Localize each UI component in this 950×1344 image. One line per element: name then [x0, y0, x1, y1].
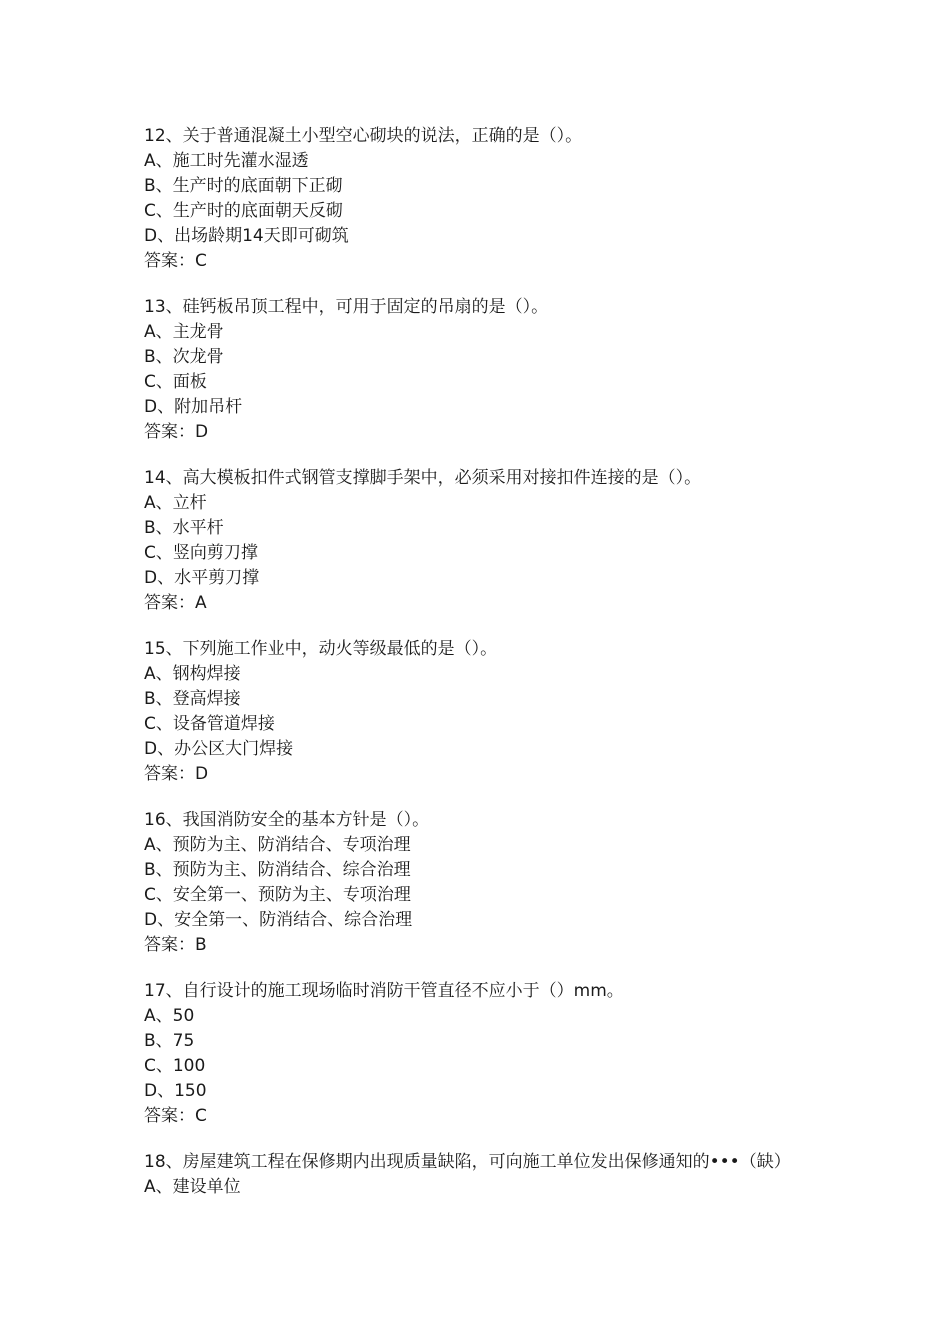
answer-line: 答案：D	[144, 764, 209, 784]
option-a: A、建设单位	[144, 1177, 241, 1197]
answer-line: 答案：C	[144, 1106, 207, 1126]
option-d: D、办公区大门焊接	[144, 739, 294, 759]
answer-line: 答案：D	[144, 422, 209, 442]
option-d: D、150	[144, 1081, 207, 1101]
question-block	[144, 295, 844, 445]
question-block	[144, 637, 844, 787]
question-stem: 15、下列施工作业中，动火等级最低的是（）。	[144, 639, 498, 659]
question-stem: 12、关于普通混凝土小型空心砌块的说法，正确的是（）。	[144, 126, 583, 146]
option-c: C、设备管道焊接	[144, 714, 275, 734]
option-c: C、竖向剪刀撑	[144, 543, 258, 563]
option-b: B、次龙骨	[144, 347, 224, 367]
option-a: A、钢构焊接	[144, 664, 241, 684]
option-d: D、附加吊杆	[144, 397, 243, 417]
question-list	[144, 124, 844, 1221]
option-b: B、生产时的底面朝下正砌	[144, 176, 343, 196]
question-stem: 13、硅钙板吊顶工程中，可用于固定的吊扇的是（）。	[144, 297, 549, 317]
question-stem: 18、房屋建筑工程在保修期内出现质量缺陷，可向施工单位发出保修通知的•••（缺）	[144, 1152, 791, 1172]
option-c: C、100	[144, 1056, 206, 1076]
option-b: B、登高焊接	[144, 689, 241, 709]
question-block	[144, 466, 844, 616]
option-c: C、生产时的底面朝天反砌	[144, 201, 343, 221]
option-a: A、50	[144, 1006, 195, 1026]
option-a: A、预防为主、防消结合、专项治理	[144, 835, 411, 855]
option-a: A、主龙骨	[144, 322, 224, 342]
answer-line: 答案：B	[144, 935, 207, 955]
answer-line: 答案：C	[144, 251, 207, 271]
option-d: D、水平剪刀撑	[144, 568, 260, 588]
question-stem: 17、自行设计的施工现场临时消防干管直径不应小于（）mm。	[144, 981, 624, 1001]
option-c: C、面板	[144, 372, 207, 392]
question-stem: 16、我国消防安全的基本方针是（）。	[144, 810, 430, 830]
option-b: B、水平杆	[144, 518, 224, 538]
question-block	[144, 124, 844, 274]
option-d: D、安全第一、防消结合、综合治理	[144, 910, 413, 930]
question-block	[144, 1150, 844, 1200]
question-block	[144, 808, 844, 958]
answer-line: 答案：A	[144, 593, 207, 613]
option-a: A、施工时先灌水湿透	[144, 151, 309, 171]
option-b: B、预防为主、防消结合、综合治理	[144, 860, 411, 880]
question-block	[144, 979, 844, 1129]
option-b: B、75	[144, 1031, 195, 1051]
question-stem: 14、高大模板扣件式钢管支撑脚手架中，必须采用对接扣件连接的是（）。	[144, 468, 702, 488]
option-d: D、出场龄期14天即可砌筑	[144, 226, 349, 246]
option-a: A、立杆	[144, 493, 207, 513]
option-c: C、安全第一、预防为主、专项治理	[144, 885, 411, 905]
